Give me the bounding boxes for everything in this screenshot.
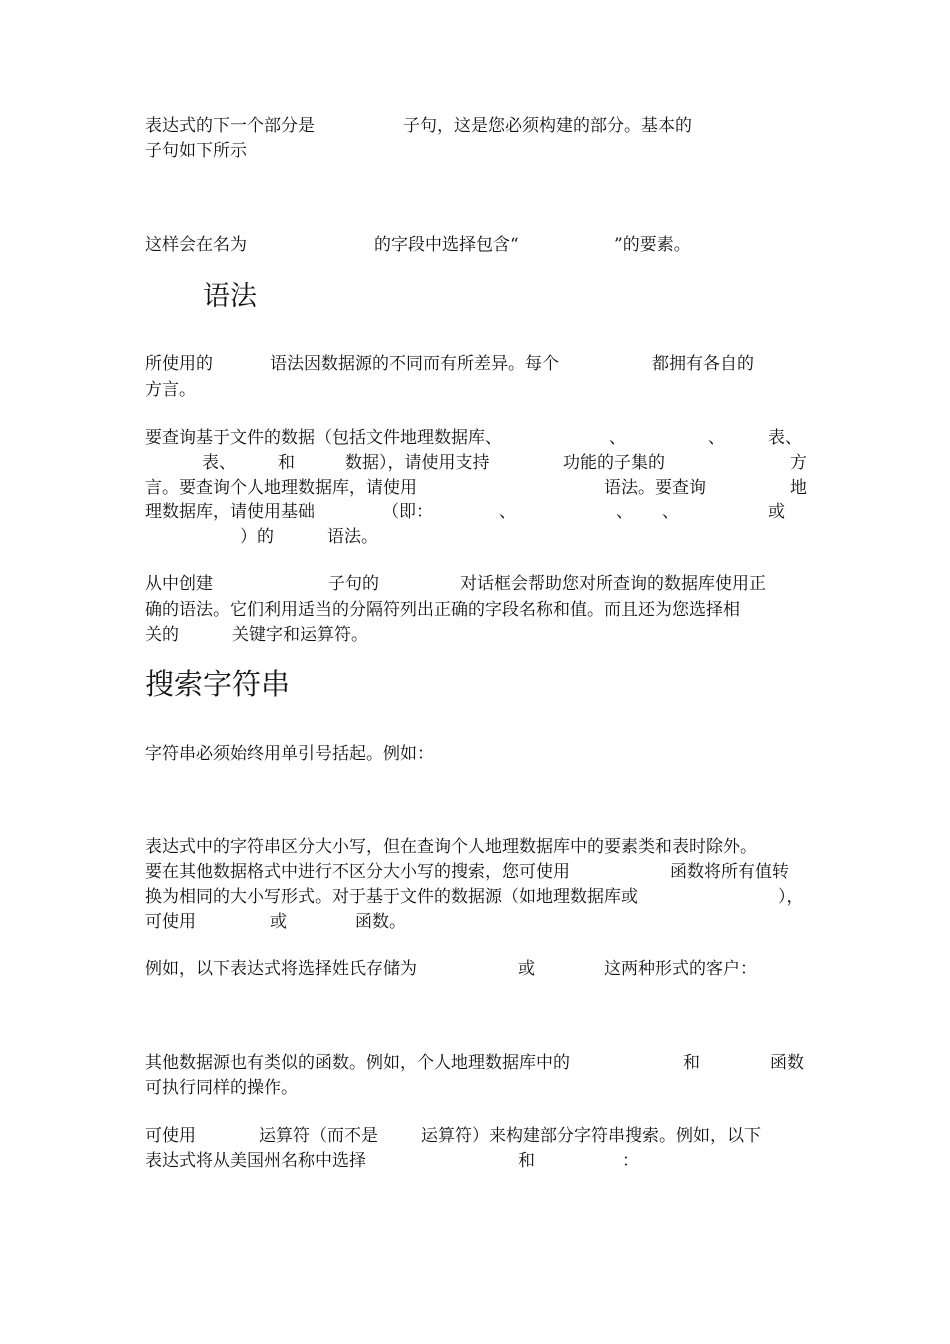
section-heading: 语法 bbox=[203, 281, 257, 312]
text-line: 语法。 bbox=[327, 527, 378, 547]
text-line: 函数。 bbox=[355, 912, 406, 932]
text-line: 数据），请使用支持 bbox=[345, 453, 490, 473]
text-line: 语法因数据源的不同而有所差异。每个 bbox=[270, 354, 559, 374]
text-line: 函数 bbox=[770, 1053, 804, 1073]
text-line: 表达式的下一个部分是 bbox=[145, 116, 315, 136]
text-line: 可使用 bbox=[145, 1126, 196, 1146]
text-line: （即： bbox=[382, 502, 433, 522]
text-line: 字符串必须始终用单引号括起。例如： bbox=[145, 744, 434, 764]
text-line: 这样会在名为 bbox=[145, 235, 247, 255]
text-line: 从中创建 bbox=[145, 574, 213, 594]
text-line: 和 bbox=[278, 453, 295, 473]
text-line: 要在其他数据格式中进行不区分大小写的搜索，您可使用 bbox=[145, 862, 570, 882]
text-line: 关键字和运算符。 bbox=[232, 625, 368, 645]
text-line: 言。要查询个人地理数据库，请使用 bbox=[145, 478, 417, 498]
text-line: 或 bbox=[270, 912, 287, 932]
text-line: 地 bbox=[790, 478, 807, 498]
text-line: ）的 bbox=[240, 527, 274, 547]
text-line: 子句的 bbox=[328, 574, 379, 594]
text-line: 要查询基于文件的数据（包括文件地理数据库、 bbox=[145, 428, 502, 448]
text-line: ： bbox=[622, 1151, 639, 1171]
text-line: 例如，以下表达式将选择姓氏存储为 bbox=[145, 959, 417, 979]
text-line: 运算符）来构建部分字符串搜索。例如，以下 bbox=[421, 1126, 761, 1146]
text-line: 表、 bbox=[768, 428, 802, 448]
text-line: 子句如下所示 bbox=[145, 141, 247, 161]
text-line: 表达式将从美国州名称中选择 bbox=[145, 1151, 366, 1171]
text-line: 子句，这是您必须构建的部分。基本的 bbox=[403, 116, 692, 136]
text-line: 、 bbox=[609, 428, 626, 448]
text-line: 这两种形式的客户： bbox=[604, 959, 757, 979]
text-line: 、 bbox=[708, 428, 725, 448]
text-line: 的字段中选择包含“ bbox=[374, 235, 519, 255]
text-line: ）， bbox=[778, 887, 804, 907]
text-line: 其他数据源也有类似的函数。例如，个人地理数据库中的 bbox=[145, 1053, 570, 1073]
text-line: 理数据库，请使用基础 bbox=[145, 502, 315, 522]
text-line: 、 bbox=[499, 502, 516, 522]
text-line: 或 bbox=[768, 502, 785, 522]
text-line: 运算符（而不是 bbox=[259, 1126, 378, 1146]
text-line: 对话框会帮助您对所查询的数据库使用正 bbox=[460, 574, 766, 594]
text-line: 表、 bbox=[202, 453, 236, 473]
text-line: 换为相同的大小写形式。对于基于文件的数据源（如地理数据库或 bbox=[145, 887, 638, 907]
text-line: 确的语法。它们利用适当的分隔符列出正确的字段名称和值。而且还为您选择相 bbox=[145, 600, 740, 620]
text-line: 可执行同样的操作。 bbox=[145, 1078, 298, 1098]
text-line: 可使用 bbox=[145, 912, 196, 932]
text-line: 都拥有各自的 bbox=[652, 354, 754, 374]
text-line: 、 bbox=[662, 502, 679, 522]
text-line: 所使用的 bbox=[145, 354, 213, 374]
text-line: 语法。要查询 bbox=[604, 478, 706, 498]
text-line: 方言。 bbox=[145, 380, 196, 400]
text-line: 和 bbox=[518, 1151, 535, 1171]
text-line: 方 bbox=[790, 453, 807, 473]
text-line: 或 bbox=[518, 959, 535, 979]
text-line: 、 bbox=[616, 502, 633, 522]
text-line: 关的 bbox=[145, 625, 179, 645]
text-line: 功能的子集的 bbox=[563, 453, 665, 473]
text-line: 函数将所有值转 bbox=[670, 862, 789, 882]
section-heading: 搜索字符串 bbox=[145, 667, 291, 701]
text-line: 和 bbox=[683, 1053, 700, 1073]
text-line: 表达式中的字符串区分大小写，但在查询个人地理数据库中的要素类和表时除外。 bbox=[145, 837, 757, 857]
text-line: ”的要素。 bbox=[614, 235, 691, 255]
